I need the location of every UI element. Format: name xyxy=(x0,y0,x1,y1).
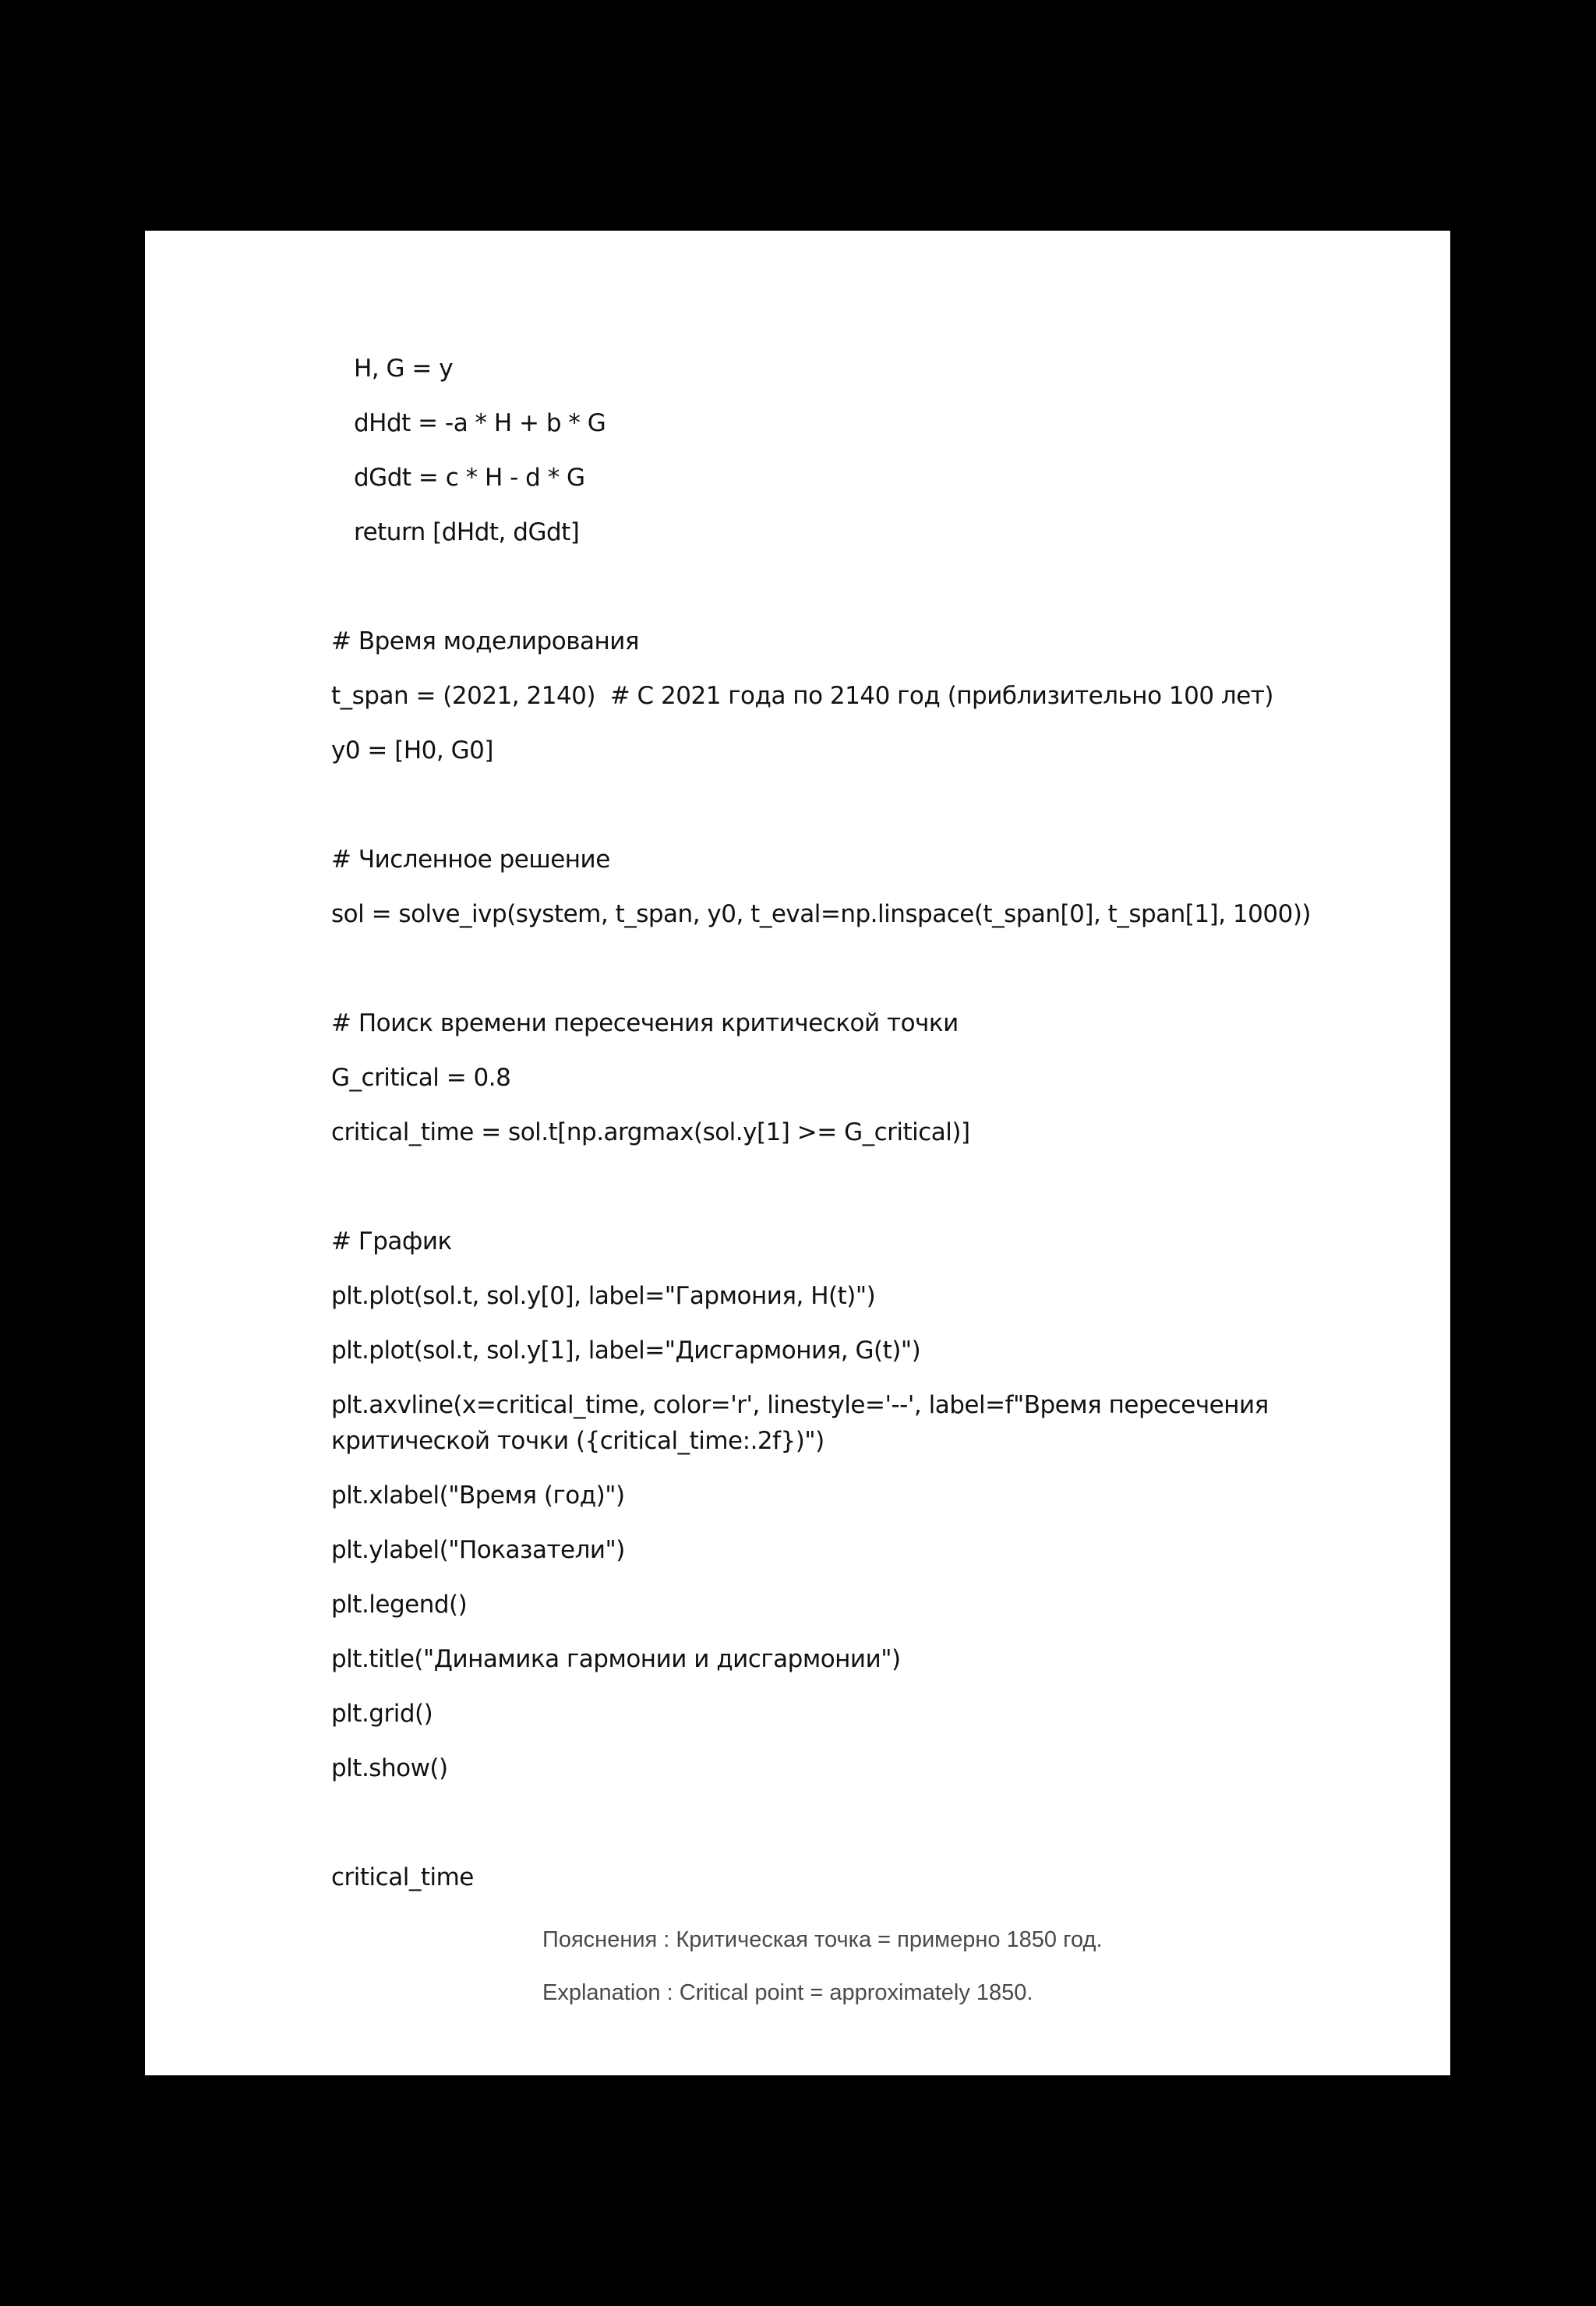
code-line: t_span = (2021, 2140) # С 2021 года по 2140 год (приблизительно 100 лет) xyxy=(331,682,1273,710)
document-page xyxy=(145,231,1450,2075)
note-russian: Пояснения : Критическая точка = примерно 1850 год. xyxy=(542,1927,1103,1952)
code-line: dGdt = c * H - d * G xyxy=(354,464,585,492)
code-comment: # Время моделирования xyxy=(331,627,640,655)
note-english: Explanation : Critical point = approximately 1850. xyxy=(542,1980,1033,2005)
code-line: plt.title("Динамика гармонии и дисгармонии") xyxy=(331,1645,901,1673)
code-comment: # Численное решение xyxy=(331,846,610,874)
code-line: plt.ylabel("Показатели") xyxy=(331,1536,625,1564)
code-line: G_critical = 0.8 xyxy=(331,1064,511,1092)
code-line: y0 = [H0, G0] xyxy=(331,736,493,765)
code-comment: # График xyxy=(331,1227,452,1255)
code-line: plt.plot(sol.t, sol.y[1], label="Дисгармония, G(t)") xyxy=(331,1337,921,1365)
code-line: dHdt = -a * H + b * G xyxy=(354,409,606,437)
code-line: plt.plot(sol.t, sol.y[0], label="Гармония, H(t)") xyxy=(331,1282,876,1310)
code-line: plt.show() xyxy=(331,1754,448,1782)
code-line: критической точки ({critical_time:.2f})") xyxy=(331,1427,824,1455)
code-line: critical_time = sol.t[np.argmax(sol.y[1] >= G_critical)] xyxy=(331,1118,970,1146)
code-line: critical_time xyxy=(331,1863,474,1891)
code-line: sol = solve_ivp(system, t_span, y0, t_eval=np.linspace(t_span[0], t_span[1], 1000)) xyxy=(331,900,1312,928)
code-line: H, G = y xyxy=(354,355,454,383)
code-line: plt.grid() xyxy=(331,1700,433,1728)
code-comment: # Поиск времени пересечения критической точки xyxy=(331,1009,959,1037)
code-line: plt.axvline(x=critical_time, color='r', linestyle='--', label=f"Время пересечения xyxy=(331,1391,1269,1419)
code-line: plt.legend() xyxy=(331,1591,468,1619)
code-line: plt.xlabel("Время (год)") xyxy=(331,1481,625,1510)
code-line: return [dHdt, dGdt] xyxy=(354,518,580,546)
